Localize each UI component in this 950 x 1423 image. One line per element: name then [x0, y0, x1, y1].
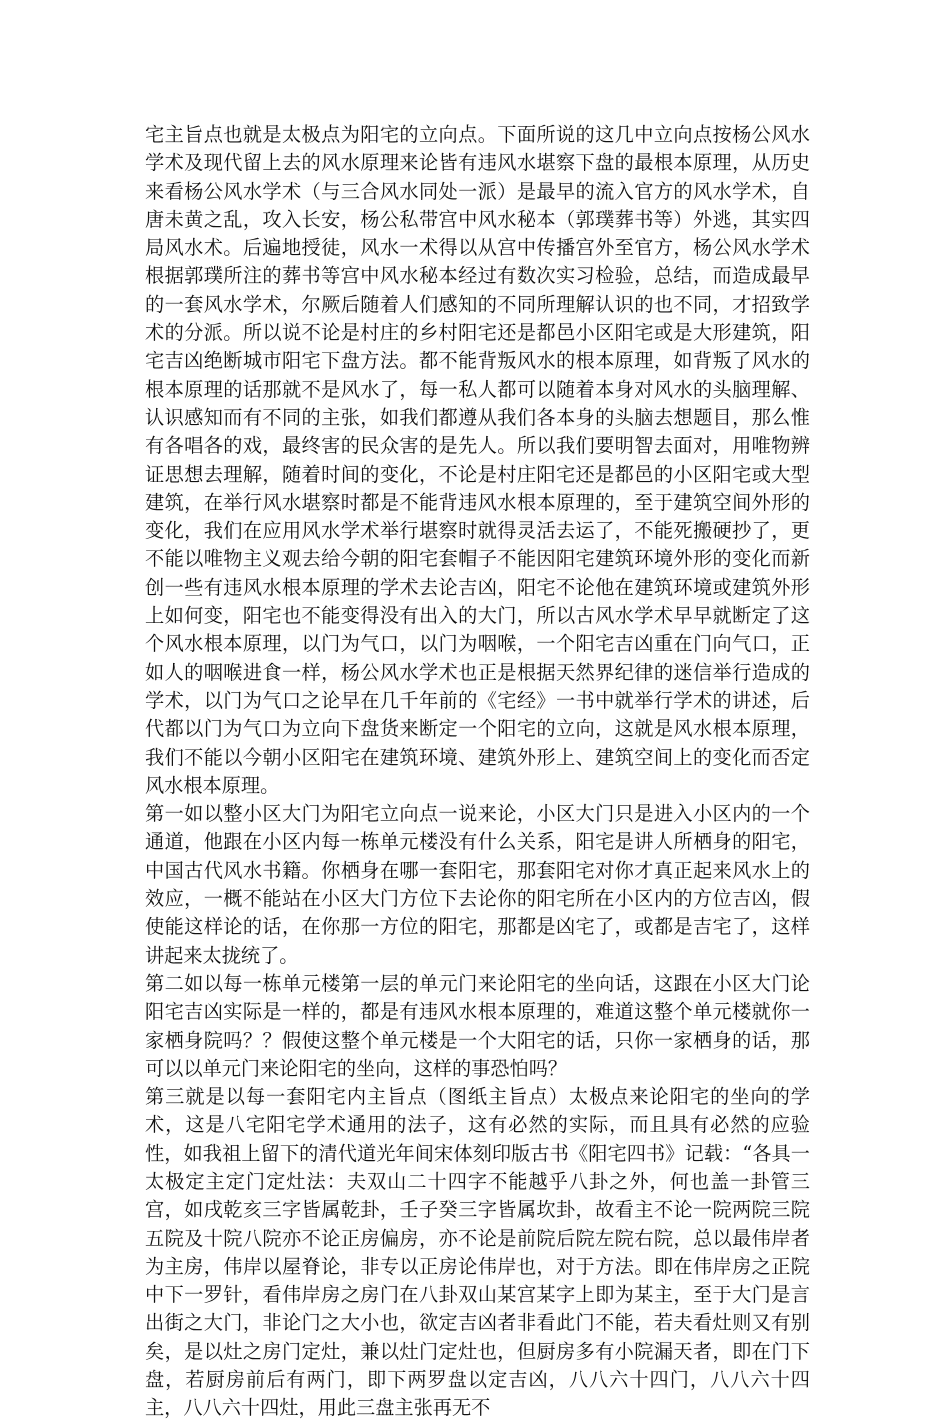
- paragraph-4: 第三就是以每一套阳宅内主旨点（图纸主旨点）太极点来论阳宅的坐向的学术，这是八宅阳宅学术通用的法子，这有必然的实际，而且具有必然的应验性，如我祖上留下的清代道光年间宋体刻印版古书《阳宅四书》记载：“各具一太极定主定门定灶法：夫双山二十四字不能越乎八卦之外，何也盖一卦管三宫，如戌乾亥三字皆属乾卦，壬子癸三字皆属坎卦，故看主不论一院两院三院五院及十院八院亦不论正房偏房，亦不论是前院后院左院右院，总以最伟岸者为主房，伟岸以屋脊论，非专以正房论伟岸也，对于方法。即在伟岸房之正院中下一罗针，看伟岸房之房门在八卦双山某宫某字上即为某主，至于大门是言出街之大门，非论门之大小也，欲定吉凶者非看此门不能，若夫看灶则又有别矣，是以灶之房门定灶，兼以灶门定灶也，但厨房多有小院漏天者，即在门下盘，若厨房前后有两门，即下两罗盘以定吉凶，八八六十四门，八八六十四主，八八六十四灶，用此三盘主张再无不: [145, 1085, 810, 1420]
- paragraph-3: 第二如以每一栋单元楼第一层的单元门来论阳宅的坐向话，这跟在小区大门论阳宅吉凶实际是一样的，都是有违风水根本原理的，难道这整个单元楼就你一家栖身院吗？？假使这整个单元楼是一个大阳宅的话，只你一家栖身的话，那可以以单元门来论阳宅的坐向，这样的事恐怕吗？: [145, 971, 810, 1080]
- document-page: [145, 121, 810, 1423]
- paragraph-2: 第一如以整小区大门为阳宅立向点一说来论，小区大门只是进入小区内的一个通道，他跟在小区内每一栋单元楼没有什么关系，阳宅是讲人所栖身的阳宅，中国古代风水书籍。你栖身在哪一套阳宅，那套阳宅对你才真正起来风水上的效应，一概不能站在小区大门方位下去论你的阳宅所在小区内的方位吉凶，假使能这样论的话，在你那一方位的阳宅，那都是凶宅了，或都是吉宅了，这样讲起来太拢统了。: [145, 802, 810, 967]
- paragraph-1: 宅主旨点也就是太极点为阳宅的立向点。下面所说的这几中立向点按杨公风水学术及现代留上去的风水原理来论皆有违风水堪察下盘的最根本原理，从历史来看杨公风水学术（与三合风水同处一派）是最早的流入官方的风水学术，自唐未黄之乱，攻入长安，杨公私带宫中风水秘本（郭璞葬书等）外逃，其实四局风水术。后遍地授徒，风水一术得以从宫中传播宫外至官方，杨公风水学术根据郭璞所注的葬书等宫中风水秘本经过有数次实习检验，总结，而造成最早的一套风水学术，尔厥后随着人们感知的不同所理解认识的也不同，才招致学术的分派。所以说不论是村庄的乡村阳宅还是都邑小区阳宅或是大形建筑，阳宅吉凶绝断城市阳宅下盘方法。都不能背叛风水的根本原理，如背叛了风水的根本原理的话那就不是风水了，每一私人都可以随着本身对风水的头脑理解、认识感知而有不同的主张，如我们都遵从我们各本身的头脑去想题目，那么惟有各唱各的戏，最终害的民众害的是先人。所以我们要明智去面对，用唯物辨证思想去理解，随着时间的变化，不论是村庄阳宅还是都邑的小区阳宅或大型建筑，在举行风水堪察时都是不能背违风水根本原理的，至于建筑空间外形的变化，我们在应用风水学术举行堪察时就得灵活去运了，不能死搬硬抄了，更不能以唯物主义观去给今朝的阳宅套帽子不能因阳宅建筑环境外形的变化而新创一些有违风水根本原理的学术去论吉凶，阳宅不论他在建筑环境或建筑外形上如何变，阳宅也不能变得没有出入的大门，所以古风水学术早早就断定了这个风水根本原理，以门为气口，以门为咽喉，一个阳宅吉凶重在门向气口，正如人的咽喉进食一样，杨公风水学术也正是根据天然界纪律的迷信举行造成的学术，以门为气口之论早在几千年前的《宅经》一书中就举行学术的讲述，后代都以门为气口为立向下盘货来断定一个阳宅的立向，这就是风水根本原理，我们不能以今朝小区阳宅在建筑环境、建筑外形上、建筑空间上的变化而否定风水根本原理。: [145, 123, 810, 797]
